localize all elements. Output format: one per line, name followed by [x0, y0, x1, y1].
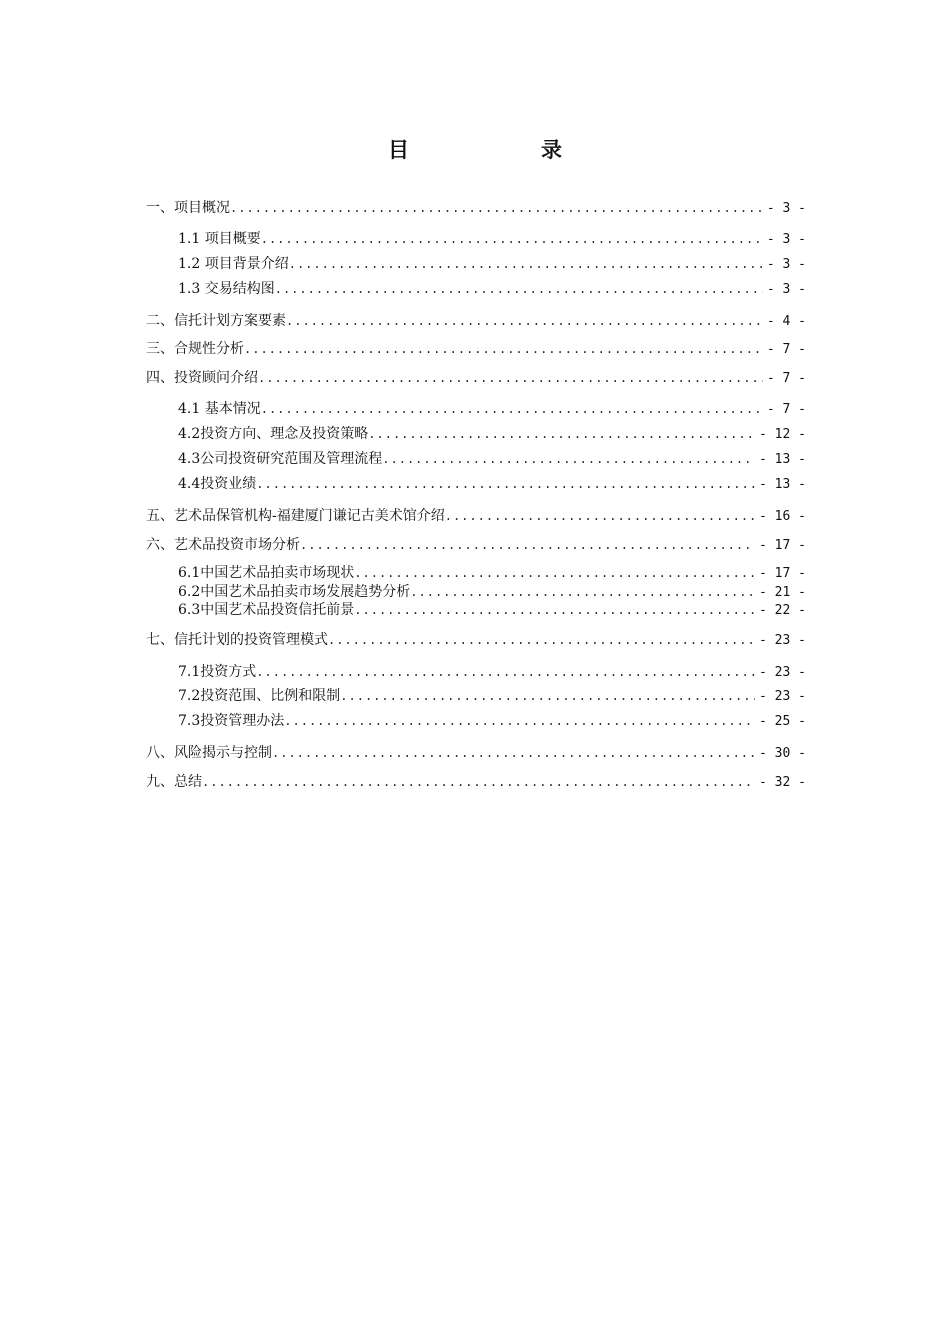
toc-dot-leader [382, 449, 755, 469]
toc-dot-leader [261, 399, 763, 419]
toc-title: 目 录 [388, 137, 592, 162]
toc-dot-leader [289, 254, 763, 274]
toc-page-number: - 7 - [766, 402, 806, 417]
toc-dot-leader [445, 506, 755, 526]
toc-entry-text: 7.2投资范围、比例和限制 [178, 688, 341, 704]
toc-entry-text: 1.3 交易结构图 [178, 281, 275, 297]
toc-entry-text: 4.4投资业绩 [178, 476, 257, 492]
toc-page-number: - 17 - [759, 566, 806, 581]
toc-entry-7-1[interactable] [178, 662, 806, 682]
toc-entry-4-4[interactable] [178, 474, 806, 494]
toc-entry-4-1[interactable] [178, 399, 806, 419]
toc-dot-leader [340, 686, 755, 706]
toc-page-number: - 13 - [759, 477, 806, 492]
toc-entry-text: 7.1投资方式 [178, 664, 257, 680]
toc-page-number: - 12 - [759, 427, 806, 442]
toc-entry-4[interactable] [146, 368, 806, 388]
toc-dot-leader [244, 339, 763, 359]
toc-entry-7-2[interactable] [178, 686, 806, 706]
toc-page-number: - 7 - [766, 371, 806, 386]
toc-dot-leader [328, 630, 755, 650]
toc-entry-8[interactable] [146, 743, 806, 763]
toc-entry-7-3[interactable] [178, 711, 806, 731]
toc-dot-leader [300, 535, 755, 555]
toc-entry-text: 4.1 基本情况 [178, 401, 261, 417]
toc-page-number: - 16 - [759, 509, 806, 524]
toc-page-number: - 3 - [766, 232, 806, 247]
toc-entry-text: 1.2 项目背景介绍 [178, 256, 289, 272]
toc-page-number: - 22 - [759, 603, 806, 618]
toc-entry-6[interactable] [146, 535, 806, 555]
toc-page-number: - 23 - [759, 633, 806, 648]
toc-entry-text: 4.3公司投资研究范围及管理流程 [178, 451, 383, 467]
toc-dot-leader [286, 311, 763, 331]
toc-entry-6-2[interactable] [178, 582, 806, 602]
toc-entry-text: 七、信托计划的投资管理模式 [146, 632, 328, 648]
toc-entry-2[interactable] [146, 311, 806, 331]
toc-page-number: - 30 - [759, 746, 806, 761]
toc-page-number: - 3 - [766, 282, 806, 297]
toc-dot-leader [275, 279, 763, 299]
toc-page-number: - 3 - [766, 257, 806, 272]
toc-entry-4-2[interactable] [178, 424, 806, 444]
toc-page-number: - 21 - [759, 585, 806, 600]
toc-entry-text: 6.1中国艺术品拍卖市场现状 [178, 565, 355, 581]
toc-dot-leader [272, 743, 755, 763]
toc-dot-leader [230, 198, 763, 218]
toc-dot-leader [256, 662, 755, 682]
toc-dot-leader [354, 600, 755, 620]
toc-entry-5[interactable] [146, 506, 806, 526]
toc-dot-leader [261, 229, 763, 249]
toc-dot-leader [284, 711, 755, 731]
toc-page-number: - 7 - [766, 342, 806, 357]
toc-entry-text: 六、艺术品投资市场分析 [146, 537, 300, 553]
toc-dot-leader [256, 474, 755, 494]
toc-page-number: - 23 - [759, 665, 806, 680]
toc-entry-text: 7.3投资管理办法 [178, 713, 285, 729]
toc-entry-1[interactable] [146, 198, 806, 218]
toc-entry-text: 一、项目概况 [146, 200, 230, 216]
toc-page-number: - 23 - [759, 689, 806, 704]
toc-dot-leader [354, 563, 755, 583]
toc-entry-text: 九、总结 [146, 774, 202, 790]
toc-entry-text: 八、风险揭示与控制 [146, 745, 272, 761]
toc-entry-text: 四、投资顾问介绍 [146, 370, 258, 386]
toc-entry-6-1[interactable] [178, 563, 806, 583]
toc-page-number: - 32 - [759, 775, 806, 790]
toc-list [146, 0, 806, 1344]
toc-entry-text: 1.1 项目概要 [178, 231, 261, 247]
toc-entry-1-2[interactable] [178, 254, 806, 274]
toc-page-number: - 4 - [766, 314, 806, 329]
toc-entry-text: 五、艺术品保管机构-福建厦门谦记古美术馆介绍 [146, 508, 445, 524]
toc-entry-text: 6.3中国艺术品投资信托前景 [178, 602, 355, 618]
toc-page-number: - 13 - [759, 452, 806, 467]
toc-page-number: - 3 - [766, 201, 806, 216]
toc-dot-leader [368, 424, 755, 444]
toc-page-number: - 25 - [759, 714, 806, 729]
toc-entry-1-1[interactable] [178, 229, 806, 249]
toc-dot-leader [410, 582, 755, 602]
toc-entry-1-3[interactable] [178, 279, 806, 299]
toc-entry-7[interactable] [146, 630, 806, 650]
toc-entry-text: 二、信托计划方案要素 [146, 313, 286, 329]
toc-entry-6-3[interactable] [178, 600, 806, 620]
toc-entry-text: 6.2中国艺术品拍卖市场发展趋势分析 [178, 584, 411, 600]
toc-dot-leader [258, 368, 763, 388]
toc-entry-9[interactable] [146, 772, 806, 792]
toc-entry-4-3[interactable] [178, 449, 806, 469]
toc-page-number: - 17 - [759, 538, 806, 553]
toc-entry-text: 4.2投资方向、理念及投资策略 [178, 426, 369, 442]
toc-entry-3[interactable] [146, 339, 806, 359]
toc-dot-leader [202, 772, 755, 792]
toc-entry-text: 三、合规性分析 [146, 341, 244, 357]
